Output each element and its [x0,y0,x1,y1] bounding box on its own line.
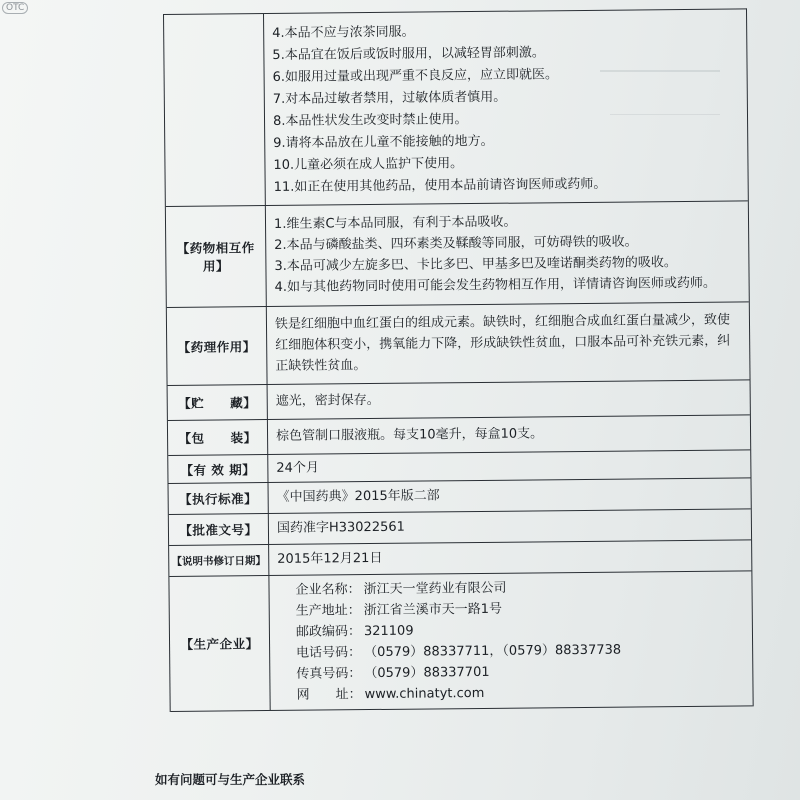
caution-item: 10. 儿童必须在成人监护下使用。 [273,156,464,173]
interactions-label: 【药物相互作用】 [166,206,267,307]
website: 网 址： www.chinatyt.com [296,685,485,703]
caution-item: 11. 如正在使用其他药品，使用本品前请咨询医师或药师。 [273,176,607,195]
caution-item: 6. 如服用过量或出现严重不良反应，应立即就医。 [272,67,559,85]
manufacturer-content [269,571,752,710]
caution-item: 5. 本品宜在饭后或饭时服用，以减轻胃部刺激。 [272,45,545,63]
cautions-label [164,14,266,206]
interaction-item: 3. 本品可减少左旋多巴、卡比多巴、甲基多巴及喹诺酮类药物的吸收。 [274,255,677,274]
pharmacology-row [167,302,750,386]
interaction-item: 2. 本品与磷酸盐类、四环素类及鞣酸等同服，可妨碍铁的吸收。 [274,234,638,253]
manufacturer-label: 【生产企业】 [169,576,270,711]
interactions-row [166,201,749,308]
package-content: 棕色管制口服液瓶。每支10毫升，每盒10支。 [275,426,544,444]
validity-label: 【有 效 期】 [168,455,268,483]
leaflet-table [163,8,754,712]
footer-note: 如有问题可与生产企业联系 [155,772,306,787]
caution-item: 4. 本品不应与浓茶同服。 [272,24,415,41]
cautions-row [164,9,748,207]
manufacturer-row [169,571,752,712]
pharmacology-content: 铁是红细胞中血红蛋白的组成元素。缺铁时，红细胞合成血红蛋白量减少，致使红细胞体积变小，携氧能力下降，形成缺铁性贫血，口服本品可补充铁元素，纠正缺铁性贫血。 [274,312,731,374]
storage-label: 【贮 藏】 [168,385,268,420]
package-label: 【包 装】 [168,420,268,455]
company-name: 企业名称： 浙江天一堂药业有限公司 [295,580,507,598]
pharmacology-label: 【药理作用】 [167,307,268,385]
caution-item: 8. 本品性状发生改变时禁止使用。 [272,112,468,129]
standard-label: 【执行标准】 [169,483,269,514]
approval-label: 【批准文号】 [169,514,269,545]
package-row [168,415,750,456]
standard-content: 《中国药典》2015年版二部 [276,488,440,505]
fax-number: 传真号码： （0579）88337701 [296,664,490,682]
storage-row [168,380,750,421]
interaction-item: 4. 如与其他药物同时使用可能会发生药物相互作用，详情请咨询医师或药师。 [274,275,717,295]
otc-badge: OTC [2,2,28,14]
cautions-content [264,9,748,205]
interactions-content [266,201,749,306]
caution-item: 7. 对本品过敏者禁用，过敏体质者慎用。 [272,89,507,107]
storage-content: 遮光，密封保存。 [275,392,380,409]
company-address: 生产地址： 浙江省兰溪市天一路1号 [295,601,503,619]
phone-number: 电话号码： （0579）88337711，（0579）88337738 [296,642,622,661]
approval-content: 国药准字H33022561 [276,519,405,536]
revision-content: 2015年12月21日 [277,550,383,567]
caution-item: 9. 请将本品放在儿童不能接触的地方。 [273,133,494,151]
revision-label: 【说明书修订日期】 [169,545,269,576]
validity-content: 24个月 [276,460,319,476]
postal-code: 邮政编码： 321109 [295,623,414,640]
interaction-item: 1. 维生素C与本品同服，有利于本品吸收。 [273,214,517,232]
